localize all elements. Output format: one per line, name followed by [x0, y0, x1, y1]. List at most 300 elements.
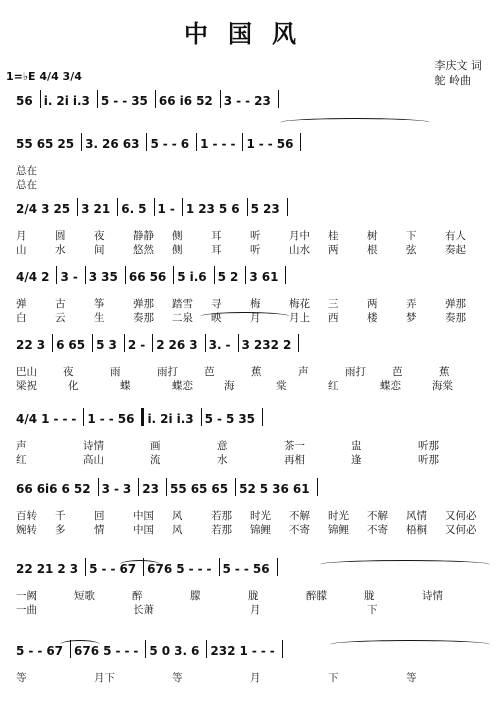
- score-line: [16, 478, 494, 548]
- score-line: [16, 266, 494, 336]
- lyric-word: 筝: [94, 298, 105, 310]
- lyric-word: 百转: [16, 510, 37, 522]
- note-group: -: [62, 412, 68, 426]
- lyric-word: 西: [328, 312, 339, 324]
- note-group: -: [236, 94, 242, 108]
- barline: [83, 408, 84, 426]
- lyric-row: [16, 508, 494, 523]
- note-group: -: [133, 644, 139, 658]
- lyric-word: 蕉: [251, 366, 262, 378]
- lyric-word: 朦: [190, 590, 201, 602]
- lyric-word: 一阙: [16, 590, 37, 602]
- note-group: 5: [138, 202, 147, 216]
- lyric-word: 锦鲤: [250, 524, 271, 536]
- lyric-word: 红: [16, 454, 27, 466]
- note-group: -: [110, 562, 116, 576]
- note-group: 1: [41, 412, 50, 426]
- lyric-word: 梁祝: [16, 380, 37, 392]
- note-group: 5: [150, 137, 159, 151]
- barline: [145, 640, 146, 658]
- lyric-word: 弹那: [133, 298, 154, 310]
- lyric-word: 水: [217, 454, 228, 466]
- lyric-word: 不解: [367, 510, 388, 522]
- lyric-row: [16, 296, 494, 311]
- note-group: -: [225, 338, 231, 352]
- barline: [173, 266, 174, 284]
- note-group: -: [71, 412, 77, 426]
- key-signature: 1=♭E 4/4 3/4: [6, 70, 82, 83]
- lyric-word: 夜: [63, 366, 74, 378]
- lyric-word: 千: [55, 510, 66, 522]
- note-group: 5: [218, 202, 228, 216]
- note-group: 6: [191, 644, 200, 658]
- note-group: 5: [103, 644, 112, 658]
- barline: [52, 334, 53, 352]
- note-group: 0: [161, 644, 171, 658]
- barline: [317, 478, 318, 496]
- note-group: 3: [88, 270, 98, 284]
- note-group: 56: [117, 412, 135, 426]
- note-group: 3: [223, 94, 233, 108]
- note-group: -: [221, 137, 227, 151]
- slur-arc: [320, 560, 490, 569]
- note-group: 4/4: [16, 412, 38, 426]
- barline: [298, 334, 299, 352]
- lyric-word: 海: [224, 380, 235, 392]
- notation-row: [16, 478, 494, 497]
- note-group: 5: [100, 94, 110, 108]
- lyric-word: 寻: [211, 298, 222, 310]
- note-group: -: [243, 562, 249, 576]
- note-group: 22: [16, 338, 33, 352]
- lyric-word: 圆: [55, 230, 66, 242]
- barline: [85, 558, 86, 576]
- lyric-word: 锦鲤: [328, 524, 349, 536]
- lyric-word: 古: [55, 298, 66, 310]
- lyric-row: [16, 163, 494, 178]
- notation-row: [16, 334, 494, 353]
- note-group: 676: [74, 644, 100, 658]
- note-group: -: [245, 94, 251, 108]
- lyric-word: 醉朦: [306, 590, 327, 602]
- slur-arc: [60, 640, 100, 649]
- note-group: 2: [282, 338, 292, 352]
- note-group: -: [113, 482, 119, 496]
- lyric-row: [16, 452, 494, 467]
- note-group: 23: [198, 202, 215, 216]
- lyric-row: [16, 522, 494, 537]
- note-group: -: [122, 94, 128, 108]
- note-group: 65: [211, 482, 229, 496]
- note-group: -: [216, 412, 222, 426]
- note-group: i.6: [189, 270, 207, 284]
- note-group: i6: [179, 94, 193, 108]
- note-group: 232: [210, 644, 236, 658]
- note-group: 23: [254, 94, 271, 108]
- lyric-word: 巴山: [16, 366, 37, 378]
- barline: [242, 133, 243, 151]
- note-group: 36: [272, 482, 289, 496]
- lyric-word: 静静: [133, 230, 154, 242]
- lyric-word: 总在: [16, 179, 37, 191]
- note-group: 6: [180, 137, 190, 151]
- lyric-word: 雨: [110, 366, 121, 378]
- lyric-word: 婉转: [16, 524, 37, 536]
- note-group: i.3: [72, 94, 90, 108]
- lyric-row: [16, 670, 494, 685]
- lyric-word: 听: [250, 230, 261, 242]
- barline: [201, 408, 202, 426]
- barline: [166, 478, 167, 496]
- note-group: 3.: [174, 644, 188, 658]
- note-group: -: [169, 202, 175, 216]
- lyric-word: 又何必: [445, 524, 477, 536]
- note-group: 35: [101, 270, 118, 284]
- lyric-word: 月: [250, 672, 261, 684]
- note-group: 66: [16, 482, 33, 496]
- note-group: 25: [53, 202, 71, 216]
- lyric-word: 时光: [250, 510, 271, 522]
- lyric-word: 流: [150, 454, 161, 466]
- lyric-word: 三: [328, 298, 339, 310]
- barline: [287, 198, 288, 216]
- lyric-word: 雨打: [157, 366, 178, 378]
- note-group: -: [260, 644, 266, 658]
- note-group: -: [258, 137, 264, 151]
- barline: [285, 266, 286, 284]
- note-group: i.: [43, 94, 53, 108]
- note-group: 676: [147, 562, 173, 576]
- lyric-word: 不寄: [289, 524, 310, 536]
- barline: [205, 334, 206, 352]
- barline: [247, 198, 248, 216]
- lyric-word: 树: [367, 230, 378, 242]
- note-group: 2/4: [16, 202, 38, 216]
- lyric-word: 山水: [289, 244, 310, 256]
- note-group: 67: [119, 562, 137, 576]
- note-group: -: [188, 562, 194, 576]
- lyric-word: 月: [250, 312, 261, 324]
- notation-row: [16, 198, 494, 217]
- barline: [124, 334, 125, 352]
- lyric-word: 耳: [211, 244, 222, 256]
- lyric-word: 夜: [94, 230, 105, 242]
- barline: [81, 133, 82, 151]
- lyric-word: 楼: [367, 312, 378, 324]
- barline: [146, 133, 147, 151]
- lyric-word: 茶一: [284, 440, 305, 452]
- note-group: -: [108, 412, 114, 426]
- lyric-word: 踏雪: [172, 298, 193, 310]
- lyric-row: [16, 364, 494, 379]
- note-group: 21: [93, 202, 111, 216]
- note-group: -: [113, 94, 119, 108]
- barline: [92, 334, 93, 352]
- note-group: 3: [41, 202, 50, 216]
- note-group: 2i: [56, 94, 69, 108]
- note-group: 35: [131, 94, 148, 108]
- note-group: -: [206, 562, 212, 576]
- barline: [182, 198, 183, 216]
- lyric-word: 二泉: [172, 312, 193, 324]
- lyric-word: 根: [367, 244, 378, 256]
- barline: [154, 198, 155, 216]
- note-group: 5: [259, 482, 269, 496]
- barline: [155, 90, 156, 108]
- note-group: 3: [81, 202, 90, 216]
- lyric-word: 生: [94, 312, 105, 324]
- lyric-word: 总在: [16, 165, 37, 177]
- note-group: 6: [61, 482, 70, 496]
- lyric-word: 等: [406, 672, 417, 684]
- note-group: 3: [249, 270, 258, 284]
- lyric-word: 化: [68, 380, 79, 392]
- lyric-word: 长萧: [133, 604, 154, 616]
- lyric-row: [16, 242, 494, 257]
- lyric-word: 白: [16, 312, 27, 324]
- lyric-word: 梦: [406, 312, 417, 324]
- note-group: 6i6: [36, 482, 58, 496]
- note-group: 1: [246, 137, 255, 151]
- lyric-word: 再相: [284, 454, 305, 466]
- note-group: -: [140, 338, 146, 352]
- note-group: -: [269, 644, 275, 658]
- note-group: 67: [46, 644, 64, 658]
- note-group: 6: [231, 202, 240, 216]
- lyric-word: 诗情: [83, 440, 104, 452]
- note-group: 25: [57, 137, 75, 151]
- barline: [238, 334, 239, 352]
- note-group: 3: [36, 338, 46, 352]
- lyric-word: 盅: [351, 440, 362, 452]
- note-group: 5: [177, 270, 186, 284]
- note-group: -: [234, 562, 240, 576]
- note-group: -: [72, 270, 78, 284]
- note-group: -: [115, 644, 121, 658]
- note-group: 5: [217, 270, 227, 284]
- lyric-word: 回: [94, 510, 105, 522]
- lyric-word: 梅: [250, 298, 261, 310]
- note-group: 65: [190, 482, 208, 496]
- note-group: 2: [41, 270, 50, 284]
- lyric-word: 风: [172, 510, 183, 522]
- lyric-word: 逢: [351, 454, 362, 466]
- lyric-word: 诗情: [422, 590, 443, 602]
- note-group: 52: [196, 94, 213, 108]
- barline: [196, 133, 197, 151]
- notation-row: [16, 408, 494, 427]
- lyricist-credit: 李庆文 词: [434, 59, 482, 72]
- note-group: 55: [16, 137, 33, 151]
- lyric-word: 弹那: [445, 298, 466, 310]
- barline: [262, 408, 263, 426]
- lyric-word: 下: [406, 230, 417, 242]
- note-group: 3: [241, 338, 250, 352]
- score-line: [16, 408, 494, 478]
- note-group: -: [162, 137, 168, 151]
- note-group: 3: [108, 338, 117, 352]
- lyric-word: 桂: [328, 230, 339, 242]
- barline: [235, 478, 236, 496]
- lyric-word: 奏那: [445, 312, 466, 324]
- note-group: 26: [168, 338, 186, 352]
- barline: [40, 90, 41, 108]
- score-line: [16, 640, 494, 710]
- lyric-word: 下: [367, 604, 378, 616]
- lyric-word: 月下: [94, 672, 115, 684]
- lyric-word: 有人: [445, 230, 466, 242]
- note-group: 21: [36, 562, 54, 576]
- note-group: 61: [292, 482, 310, 496]
- note-group: 3: [189, 338, 198, 352]
- lyric-word: 下: [328, 672, 339, 684]
- lyric-word: 两: [328, 244, 339, 256]
- note-group: 5: [16, 644, 25, 658]
- note-group: 3.: [208, 338, 222, 352]
- lyric-word: 月中: [289, 230, 310, 242]
- lyric-word: 弄: [406, 298, 417, 310]
- lyric-word: 短歌: [74, 590, 95, 602]
- lyric-word: 棠: [276, 380, 287, 392]
- note-group: 56: [149, 270, 167, 284]
- lyric-word: 芭: [204, 366, 215, 378]
- lyric-word: 侧: [172, 230, 183, 242]
- note-group: 2: [156, 338, 165, 352]
- lyric-word: 画: [150, 440, 161, 452]
- note-group: 3.: [85, 137, 99, 151]
- note-group: 3: [69, 562, 79, 576]
- score-line: [16, 198, 494, 268]
- note-group: 3: [122, 482, 132, 496]
- score-line: [16, 334, 494, 404]
- note-group: 23: [262, 202, 280, 216]
- lyric-word: 悠然: [133, 244, 154, 256]
- note-group: -: [99, 412, 105, 426]
- lyric-word: 弦: [406, 244, 417, 256]
- note-group: -: [251, 644, 257, 658]
- note-group: 5: [250, 202, 259, 216]
- slur-arc: [280, 118, 430, 127]
- lyric-word: 蝶恋: [380, 380, 401, 392]
- lyric-row: [16, 602, 494, 617]
- note-group: 66: [158, 94, 176, 108]
- barline: [141, 408, 144, 426]
- note-group: 1: [239, 644, 248, 658]
- note-group: 6: [56, 338, 65, 352]
- lyric-word: 梧桐: [406, 524, 427, 536]
- note-group: 1: [200, 137, 209, 151]
- note-group: 56: [16, 94, 33, 108]
- lyric-word: 雨打: [345, 366, 366, 378]
- lyric-word: 听那: [418, 454, 439, 466]
- note-group: 5: [89, 562, 98, 576]
- note-group: 65: [68, 338, 86, 352]
- barline: [97, 90, 98, 108]
- lyric-word: 奏起: [445, 244, 466, 256]
- barline: [278, 90, 279, 108]
- lyric-word: 耳: [211, 230, 222, 242]
- lyric-word: 等: [172, 672, 183, 684]
- note-group: 35: [238, 412, 256, 426]
- lyric-word: 映: [211, 312, 222, 324]
- lyric-row: [16, 378, 494, 393]
- lyric-word: 蕉: [439, 366, 450, 378]
- note-group: 5: [149, 644, 158, 658]
- note-group: 5: [96, 338, 105, 352]
- note-group: 63: [122, 137, 140, 151]
- note-group: 4/4: [16, 270, 38, 284]
- composer-credit: 鸵 岭曲: [434, 74, 471, 87]
- lyric-word: 海棠: [432, 380, 453, 392]
- note-group: 2: [57, 562, 66, 576]
- slur-arc: [200, 312, 290, 321]
- lyric-word: 中国: [133, 510, 154, 522]
- note-group: -: [101, 562, 107, 576]
- barline: [282, 640, 283, 658]
- note-group: 1: [157, 202, 166, 216]
- note-group: 56: [252, 562, 270, 576]
- barline: [214, 266, 215, 284]
- note-group: 5: [176, 562, 185, 576]
- notation-row: [16, 266, 494, 285]
- lyric-word: 风情: [406, 510, 427, 522]
- lyric-word: 高山: [83, 454, 104, 466]
- lyric-word: 月上: [289, 312, 310, 324]
- note-group: -: [28, 644, 34, 658]
- note-group: 1: [185, 202, 195, 216]
- note-group: i.: [147, 412, 157, 426]
- lyric-word: 两: [367, 298, 378, 310]
- lyric-word: 声: [16, 440, 27, 452]
- notation-row: [16, 90, 494, 109]
- lyric-word: 山: [16, 244, 27, 256]
- lyric-row: [16, 228, 494, 243]
- note-group: 5: [225, 412, 235, 426]
- barline: [152, 334, 153, 352]
- note-group: 2: [127, 338, 137, 352]
- note-group: -: [267, 137, 273, 151]
- barline: [77, 198, 78, 216]
- note-group: 52: [239, 482, 256, 496]
- note-group: -: [212, 137, 218, 151]
- note-group: 1: [87, 412, 96, 426]
- lyric-row: [16, 438, 494, 453]
- barline: [206, 640, 207, 658]
- lyric-word: 时光: [328, 510, 349, 522]
- note-group: 65: [36, 137, 54, 151]
- lyric-word: 又何必: [445, 510, 477, 522]
- lyric-word: 月: [250, 604, 261, 616]
- barline: [300, 133, 301, 151]
- note-group: 22: [16, 562, 33, 576]
- lyric-word: 若那: [211, 510, 232, 522]
- note-group: 5: [204, 412, 213, 426]
- lyric-row: [16, 588, 494, 603]
- lyric-word: 月: [16, 230, 27, 242]
- lyric-word: 风: [172, 524, 183, 536]
- note-group: 232: [253, 338, 279, 352]
- lyric-word: 间: [94, 244, 105, 256]
- note-group: -: [124, 644, 130, 658]
- lyric-word: 醉: [132, 590, 143, 602]
- lyric-word: 奏那: [133, 312, 154, 324]
- note-group: 2: [230, 270, 239, 284]
- page-title: 中国风: [184, 20, 316, 48]
- note-group: -: [171, 137, 177, 151]
- note-group: 61: [261, 270, 279, 284]
- slur-arc: [330, 640, 490, 649]
- lyric-word: 听: [250, 244, 261, 256]
